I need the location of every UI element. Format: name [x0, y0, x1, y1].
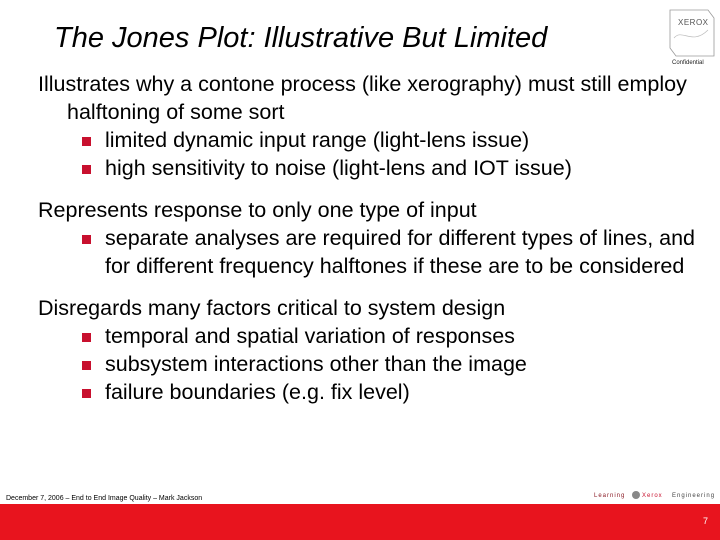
bullet-text: limited dynamic input range (light-lens issue) — [105, 128, 530, 152]
footer-caption: December 7, 2006 – End to End Image Quality – Mark Jackson — [6, 495, 203, 502]
section-3-text: Disregards many factors critical to system design — [38, 296, 506, 320]
slide-body — [38, 70, 698, 406]
bullet-item — [82, 378, 698, 406]
square-bullet-icon — [82, 235, 91, 244]
logo-brand: XEROX — [678, 18, 709, 27]
confidential-label: Confidential — [672, 60, 704, 66]
bullet-item — [82, 126, 698, 154]
square-bullet-icon — [82, 389, 91, 398]
footer-logo — [594, 490, 716, 502]
bullet-text: subsystem interactions other than the image — [105, 352, 527, 376]
square-bullet-icon — [82, 165, 91, 174]
section-2-text: Represents response to only one type of input — [38, 198, 477, 222]
square-bullet-icon — [82, 361, 91, 370]
page-number: 7 — [702, 516, 708, 526]
bullet-item — [82, 154, 698, 182]
footer-bar — [0, 504, 720, 540]
globe-icon — [632, 491, 640, 499]
footer-logo-mid: Xerox — [642, 493, 663, 499]
logo-frame-icon — [668, 8, 716, 66]
bullet-text: high sensitivity to noise (light-lens and IOT issue) — [105, 156, 572, 180]
bullet-item — [82, 350, 698, 378]
xerox-logo — [668, 8, 716, 66]
bullet-item — [82, 224, 698, 280]
bullet-text: temporal and spatial variation of responses — [105, 324, 515, 348]
square-bullet-icon — [82, 333, 91, 342]
square-bullet-icon — [82, 137, 91, 146]
bullet-text: separate analyses are required for different types of lines, and for different frequency halftones if these are to be considered — [105, 226, 696, 278]
bullet-text: failure boundaries (e.g. fix level) — [105, 380, 410, 404]
section-1-text: Illustrates why a contone process (like xerography) must still employ halftoning of some sort — [38, 72, 687, 124]
footer-logo-right: Engineering — [672, 493, 716, 499]
bullet-item — [82, 322, 698, 350]
footer-logo-left: Learning — [594, 493, 626, 499]
slide-title: The Jones Plot: Illustrative But Limited — [54, 22, 548, 54]
